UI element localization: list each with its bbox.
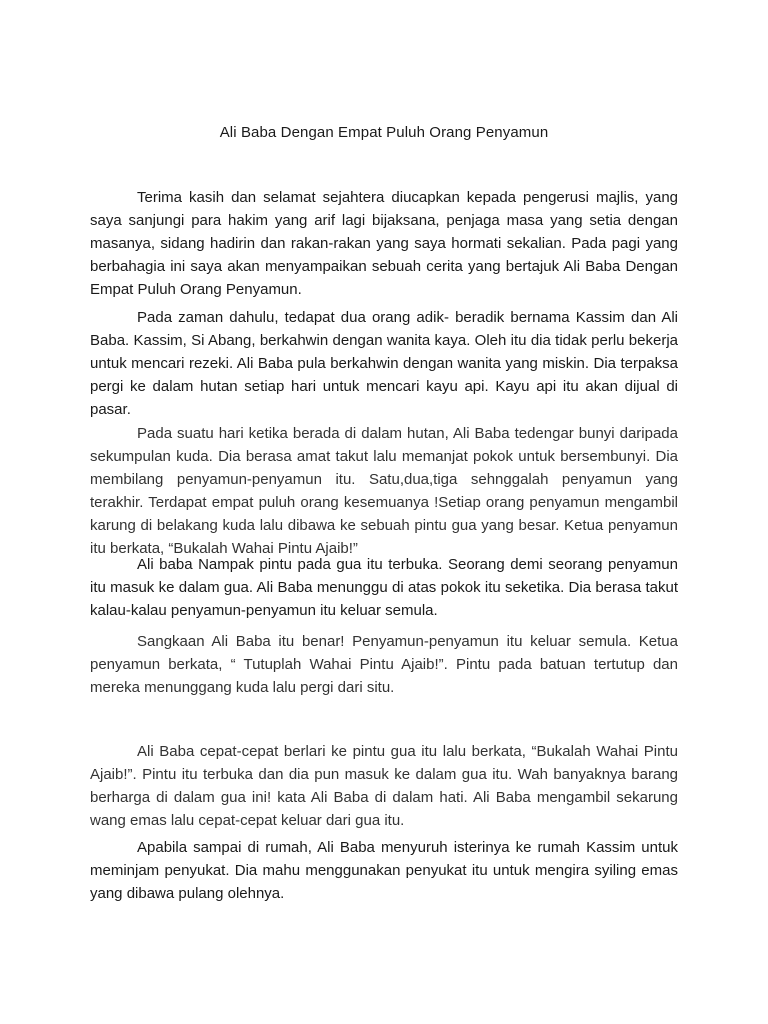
paragraph-ali-baba-enters-cave: Ali Baba cepat-cepat berlari ke pintu gua itu lalu berkata, “Bukalah Wahai Pintu Ajaib!”. Pintu itu terbuka dan dia pun masuk ke dalam gua itu. Wah banyaknya barang berharga di dalam gua ini! kata Ali Baba di dalam hati. Ali Baba mengambil sekarung wang emas lalu cepat-cepat keluar dari gua itu. xyxy=(90,743,678,829)
paragraph-opening: Terima kasih dan selamat sejahtera diucapkan kepada pengerusi majlis, yang saya sanjungi para hakim yang arif lagi bijaksana, penjaga masa yang setia dengan masanya, sidang hadirin dan rakan-rakan yang saya hormati sekalian. Pada pagi yang berbahagia ini saya akan menyampaikan sebuah cerita yang bertajuk Ali Baba Dengan Empat Puluh Orang Penyamun. xyxy=(90,189,678,298)
paragraph-forest-thieves: Pada suatu hari ketika berada di dalam hutan, Ali Baba tedengar bunyi daripada sekumpulan kuda. Dia berasa amat takut lalu memanjat pokok untuk bersembunyi. Dia membilang penyamun-penyamun itu. Satu,dua,tiga sehnggalah penyamun yang terakhir. Terdapat empat puluh orang kesemuanya !Setiap orang penyamun mengambil karung di belakang kuda lalu dibawa ke sebuah pintu gua yang besar. Ketua penyamun itu berkata, “Bukalah Wahai Pintu Ajaib!” xyxy=(90,425,678,557)
paragraph-thieves-leave: Sangkaan Ali Baba itu benar! Penyamun-penyamun itu keluar semula. Ketua penyamun berkata, “ Tutuplah Wahai Pintu Ajaib!”. Pintu pada batuan tertutup dan mereka menunggang kuda lalu pergi dari situ. xyxy=(90,633,678,696)
document-title: Ali Baba Dengan Empat Puluh Orang Penyamun xyxy=(219,124,549,141)
paragraph-kassim-and-ali-baba: Pada zaman dahulu, tedapat dua orang adik- beradik bernama Kassim dan Ali Baba. Kassim, Si Abang, berkahwin dengan wanita kaya. Oleh itu dia tidak perlu bekerja untuk mencari rezeki. Ali Baba pula berkahwin dengan wanita yang miskin. Dia terpaksa pergi ke dalam hutan setiap hari untuk mencari kayu api. Kayu api itu akan dijual di pasar. xyxy=(90,309,678,418)
paragraph-borrow-measure: Apabila sampai di rumah, Ali Baba menyuruh isterinya ke rumah Kassim untuk meminjam penyukat. Dia mahu menggunakan penyukat itu untuk mengira syiling emas yang dibawa pulang olehnya. xyxy=(90,839,678,902)
paragraph-cave-opens: Ali baba Nampak pintu pada gua itu terbuka. Seorang demi seorang penyamun itu masuk ke dalam gua. Ali Baba menunggu di atas pokok itu seketika. Dia berasa takut kalau-kalau penyamun-penyamun itu keluar semula. xyxy=(90,556,678,619)
